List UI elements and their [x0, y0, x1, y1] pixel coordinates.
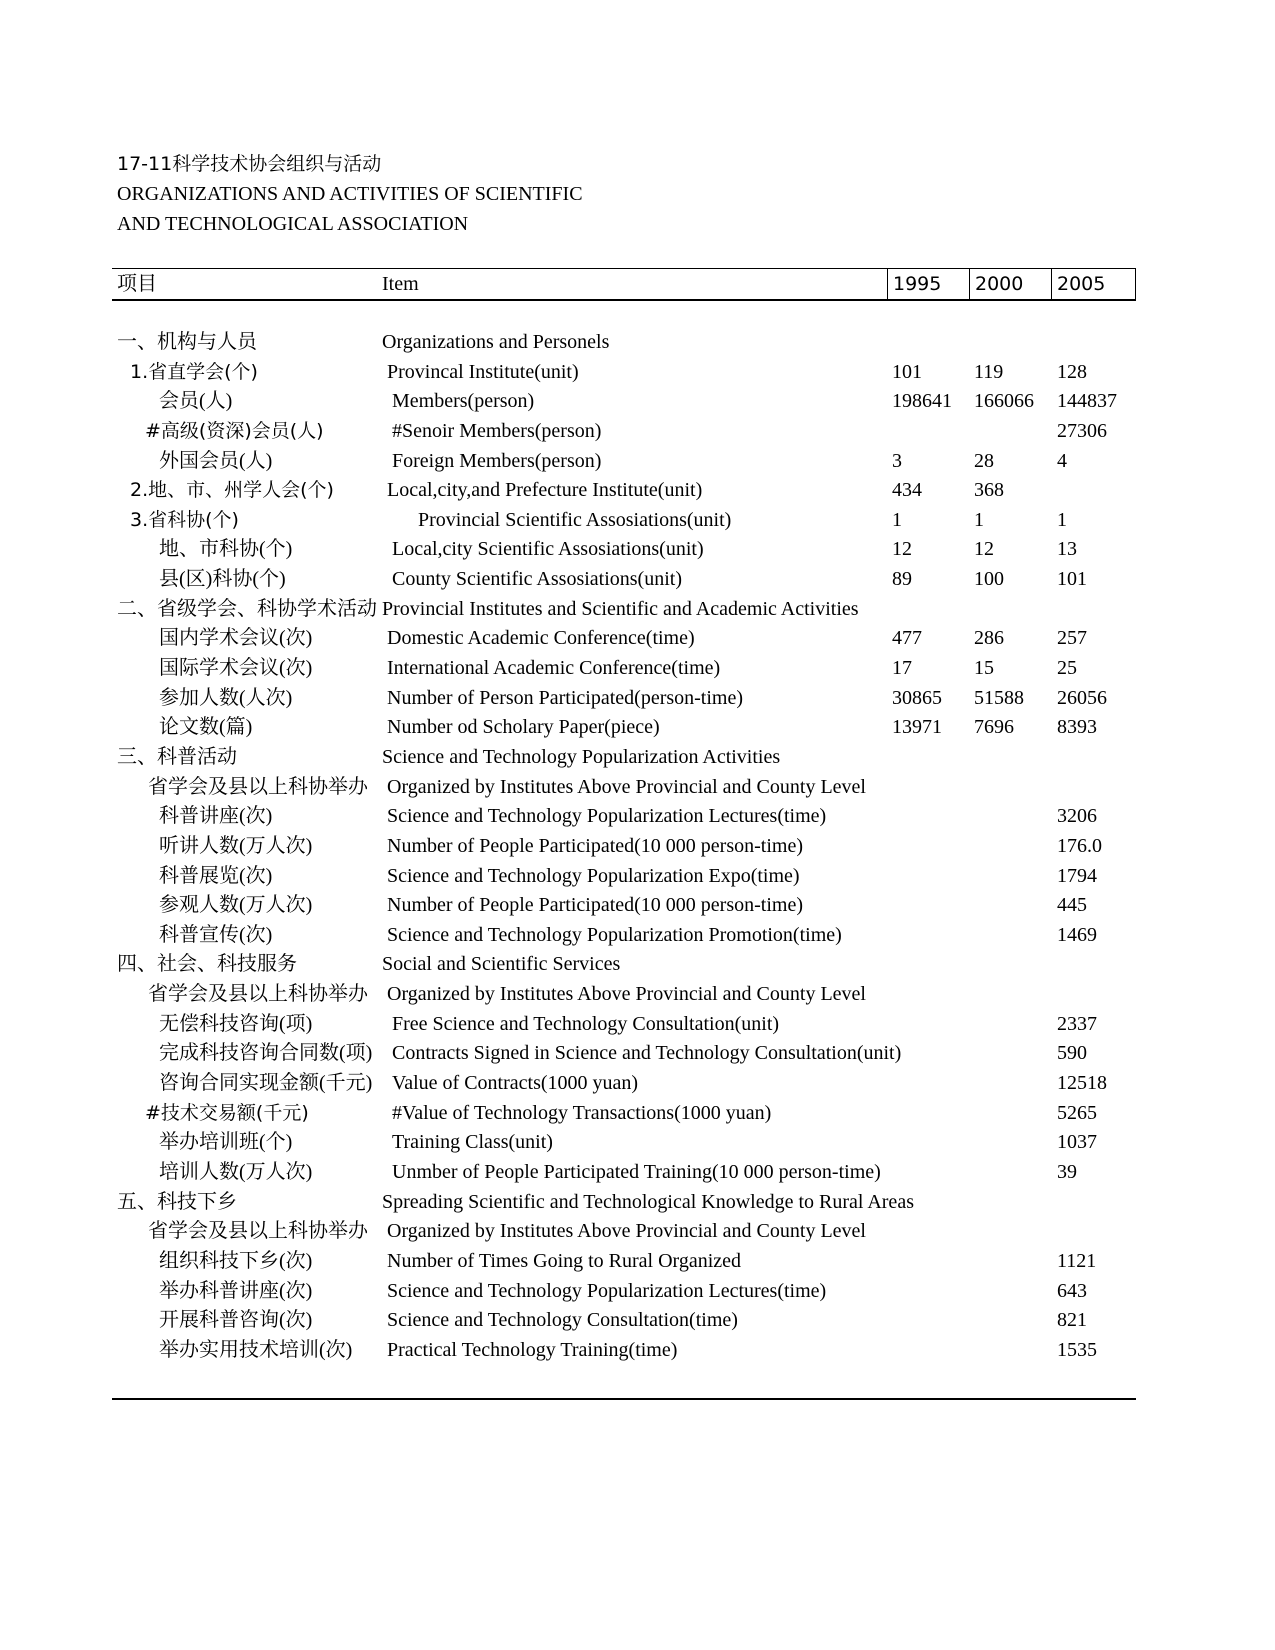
table-row [0, 564, 1275, 594]
row-label-en: Organized by Institutes Above Provincial and County Level [387, 983, 866, 1006]
row-label-en: Number of Times Going to Rural Organized [387, 1249, 742, 1272]
value-2005: 39 [1057, 1160, 1077, 1183]
row-label-zh: 举办培训班(个) [159, 1131, 293, 1154]
value-2005: 1469 [1057, 923, 1097, 946]
row-label-zh: 会员(人) [159, 390, 233, 413]
row-label-zh: 组织科技下乡(次) [159, 1249, 313, 1272]
value-2000: 7696 [974, 716, 1014, 739]
row-label-en: Science and Technology Popularization Promotion(time) [387, 923, 842, 946]
row-label-zh: 3.省科协(个) [130, 508, 239, 531]
row-label-zh: 参观人数(万人次) [159, 894, 313, 917]
value-2000: 100 [974, 568, 1004, 591]
table-row [0, 386, 1275, 416]
row-label-en: Value of Contracts(1000 yuan) [392, 1072, 639, 1095]
row-label-en: Training Class(unit) [392, 1131, 553, 1154]
value-2005: 1121 [1057, 1249, 1097, 1272]
header-year-1995: 1995 [887, 269, 967, 299]
row-label-en: Spreading Scientific and Technological Knowledge to Rural Areas [382, 1190, 914, 1213]
row-label-en: Provincal Institute(unit) [387, 360, 579, 383]
table-row [0, 1276, 1275, 1306]
row-label-en: International Academic Conference(time) [387, 657, 721, 680]
row-label-en: #Senoir Members(person) [392, 419, 602, 442]
row-label-zh: 1.省直学会(个) [130, 360, 258, 383]
table-row [0, 831, 1275, 861]
row-label-en: Local,city,and Prefecture Institute(unit) [387, 479, 703, 502]
value-1995: 13971 [892, 716, 942, 739]
value-2005: 590 [1057, 1042, 1087, 1065]
table-bottom-rule [112, 1398, 1136, 1400]
value-2000: 368 [974, 479, 1004, 502]
row-label-en: Organized by Institutes Above Provincial and County Level [387, 1220, 866, 1243]
document-title-en-line2: AND TECHNOLOGICAL ASSOCIATION [117, 213, 469, 235]
row-label-en: Foreign Members(person) [392, 449, 602, 472]
value-2005: 27306 [1057, 419, 1107, 442]
value-2005: 128 [1057, 360, 1087, 383]
row-label-en: County Scientific Assosiations(unit) [392, 568, 682, 591]
table-row [0, 1216, 1275, 1246]
table-row [0, 979, 1275, 1009]
table-row [0, 772, 1275, 802]
header-year-2005: 2005 [1051, 269, 1136, 299]
row-label-zh: 县(区)科协(个) [159, 568, 286, 591]
value-2005: 12518 [1057, 1072, 1107, 1095]
row-label-zh: 咨询合同实现金额(千元) [159, 1072, 373, 1095]
value-2005: 821 [1057, 1309, 1087, 1332]
document-title-zh: 17-11科学技术协会组织与活动 [117, 153, 382, 175]
value-2000: 15 [974, 657, 994, 680]
row-label-zh: 省学会及县以上科协举办 [148, 983, 368, 1006]
value-2005: 257 [1057, 627, 1087, 650]
value-1995: 434 [892, 479, 922, 502]
value-2005: 13 [1057, 538, 1077, 561]
row-label-zh: 省学会及县以上科协举办 [148, 1220, 368, 1243]
table-body [0, 327, 1275, 1364]
row-label-zh: 培训人数(万人次) [159, 1160, 313, 1183]
row-label-en: Social and Scientific Services [382, 953, 621, 976]
table-row [0, 712, 1275, 742]
table-row [0, 594, 1275, 624]
row-label-en: Science and Technology Popularization Expo(time) [387, 864, 800, 887]
row-label-en: Provincial Institutes and Scientific and Academic Activities [382, 597, 859, 620]
row-label-zh: 参加人数(人次) [159, 686, 293, 709]
value-2005: 5265 [1057, 1101, 1097, 1124]
row-label-zh: 举办实用技术培训(次) [159, 1338, 353, 1361]
table-row [0, 1157, 1275, 1187]
row-label-zh: 完成科技咨询合同数(项) [159, 1042, 373, 1065]
row-label-en: Science and Technology Popularization Activities [382, 745, 781, 768]
table-row [0, 949, 1275, 979]
header-year-2000: 2000 [969, 269, 1049, 299]
table-row [0, 890, 1275, 920]
header-item-en: Item [382, 273, 419, 295]
row-label-zh: 2.地、市、州学人会(个) [130, 479, 334, 502]
value-2000: 166066 [974, 390, 1034, 413]
table-row [0, 653, 1275, 683]
row-label-zh: 五、科技下乡 [117, 1190, 237, 1213]
table-row [0, 357, 1275, 387]
table-row [0, 683, 1275, 713]
table-row [0, 1127, 1275, 1157]
table-row [0, 446, 1275, 476]
row-label-en: Number of People Participated(10 000 person-time) [387, 894, 803, 917]
value-1995: 198641 [892, 390, 952, 413]
table-header [112, 268, 1136, 301]
row-label-zh: 一、机构与人员 [117, 331, 257, 353]
table-row [0, 1187, 1275, 1217]
row-label-zh: 听讲人数(万人次) [159, 834, 313, 857]
value-1995: 30865 [892, 686, 942, 709]
table-row [0, 1305, 1275, 1335]
value-2000: 1 [974, 508, 984, 531]
value-2005: 643 [1057, 1279, 1087, 1302]
row-label-en: Science and Technology Popularization Lectures(time) [387, 1279, 827, 1302]
table-row [0, 505, 1275, 535]
row-label-zh: 开展科普咨询(次) [159, 1309, 313, 1332]
row-label-en: Provincial Scientific Assosiations(unit) [418, 508, 732, 531]
value-1995: 12 [892, 538, 912, 561]
row-label-en: Unmber of People Participated Training(10 000 person-time) [392, 1160, 881, 1183]
value-2005: 1 [1057, 508, 1067, 531]
table-row [0, 1038, 1275, 1068]
row-label-zh: 无偿科技咨询(项) [159, 1012, 313, 1035]
row-label-zh: 省学会及县以上科协举办 [148, 775, 368, 798]
table-row [0, 742, 1275, 772]
value-1995: 89 [892, 568, 912, 591]
row-label-zh: 科普展览(次) [159, 864, 273, 887]
row-label-zh: 二、省级学会、科协学术活动 [117, 597, 377, 620]
row-label-en: Free Science and Technology Consultation(unit) [392, 1012, 780, 1035]
row-label-zh: #高级(资深)会员(人) [145, 419, 324, 442]
table-row [0, 534, 1275, 564]
row-label-zh: 国内学术会议(次) [159, 627, 313, 650]
row-label-en: Contracts Signed in Science and Technology Consultation(unit) [392, 1042, 902, 1065]
value-2000: 12 [974, 538, 994, 561]
value-2005: 176.0 [1057, 834, 1102, 857]
row-label-en: Number od Scholary Paper(piece) [387, 716, 660, 739]
value-1995: 101 [892, 360, 922, 383]
table-row [0, 623, 1275, 653]
value-2000: 286 [974, 627, 1004, 650]
row-label-en: Science and Technology Consultation(time) [387, 1309, 738, 1332]
value-1995: 3 [892, 449, 902, 472]
row-label-zh: 四、社会、科技服务 [117, 953, 297, 976]
table-row [0, 1246, 1275, 1276]
row-label-en: Organizations and Personels [382, 331, 610, 353]
value-2005: 8393 [1057, 716, 1097, 739]
row-label-zh: 地、市科协(个) [159, 538, 293, 561]
value-2005: 101 [1057, 568, 1087, 591]
row-label-zh: 外国会员(人) [159, 449, 273, 472]
value-2005: 4 [1057, 449, 1067, 472]
row-label-en: #Value of Technology Transactions(1000 yuan) [392, 1101, 772, 1124]
table-row [0, 1335, 1275, 1365]
row-label-zh: 举办科普讲座(次) [159, 1279, 313, 1302]
table-row [0, 1009, 1275, 1039]
value-2005: 1535 [1057, 1338, 1097, 1361]
table-row [0, 475, 1275, 505]
table-row [0, 920, 1275, 950]
row-label-zh: #技术交易额(千元) [145, 1101, 309, 1124]
row-label-en: Number of Person Participated(person-time) [387, 686, 744, 709]
row-label-en: Science and Technology Popularization Lectures(time) [387, 805, 827, 828]
value-2005: 1794 [1057, 864, 1097, 887]
table-row [0, 1068, 1275, 1098]
table-row [0, 861, 1275, 891]
row-label-zh: 科普讲座(次) [159, 805, 273, 828]
value-2005: 144837 [1057, 390, 1117, 413]
value-2000: 28 [974, 449, 994, 472]
row-label-zh: 论文数(篇) [159, 716, 253, 739]
document-title-en-line1: ORGANIZATIONS AND ACTIVITIES OF SCIENTIFIC [117, 183, 583, 205]
row-label-zh: 三、科普活动 [117, 745, 237, 768]
value-2000: 51588 [974, 686, 1024, 709]
value-2005: 1037 [1057, 1131, 1097, 1154]
value-2005: 3206 [1057, 805, 1097, 828]
value-2005: 445 [1057, 894, 1087, 917]
table-row [0, 327, 1275, 357]
row-label-en: Number of People Participated(10 000 person-time) [387, 834, 803, 857]
value-1995: 1 [892, 508, 902, 531]
value-2005: 25 [1057, 657, 1077, 680]
table-row [0, 801, 1275, 831]
value-2005: 26056 [1057, 686, 1107, 709]
table-row [0, 416, 1275, 446]
row-label-en: Members(person) [392, 390, 535, 413]
row-label-en: Practical Technology Training(time) [387, 1338, 678, 1361]
header-item-zh: 项目 [117, 273, 157, 295]
value-1995: 477 [892, 627, 922, 650]
row-label-zh: 国际学术会议(次) [159, 657, 313, 680]
row-label-zh: 科普宣传(次) [159, 923, 273, 946]
value-2005: 2337 [1057, 1012, 1097, 1035]
row-label-en: Local,city Scientific Assosiations(unit) [392, 538, 704, 561]
row-label-en: Organized by Institutes Above Provincial and County Level [387, 775, 866, 798]
value-2000: 119 [974, 360, 1004, 383]
value-1995: 17 [892, 657, 912, 680]
row-label-en: Domestic Academic Conference(time) [387, 627, 695, 650]
table-row [0, 1098, 1275, 1128]
